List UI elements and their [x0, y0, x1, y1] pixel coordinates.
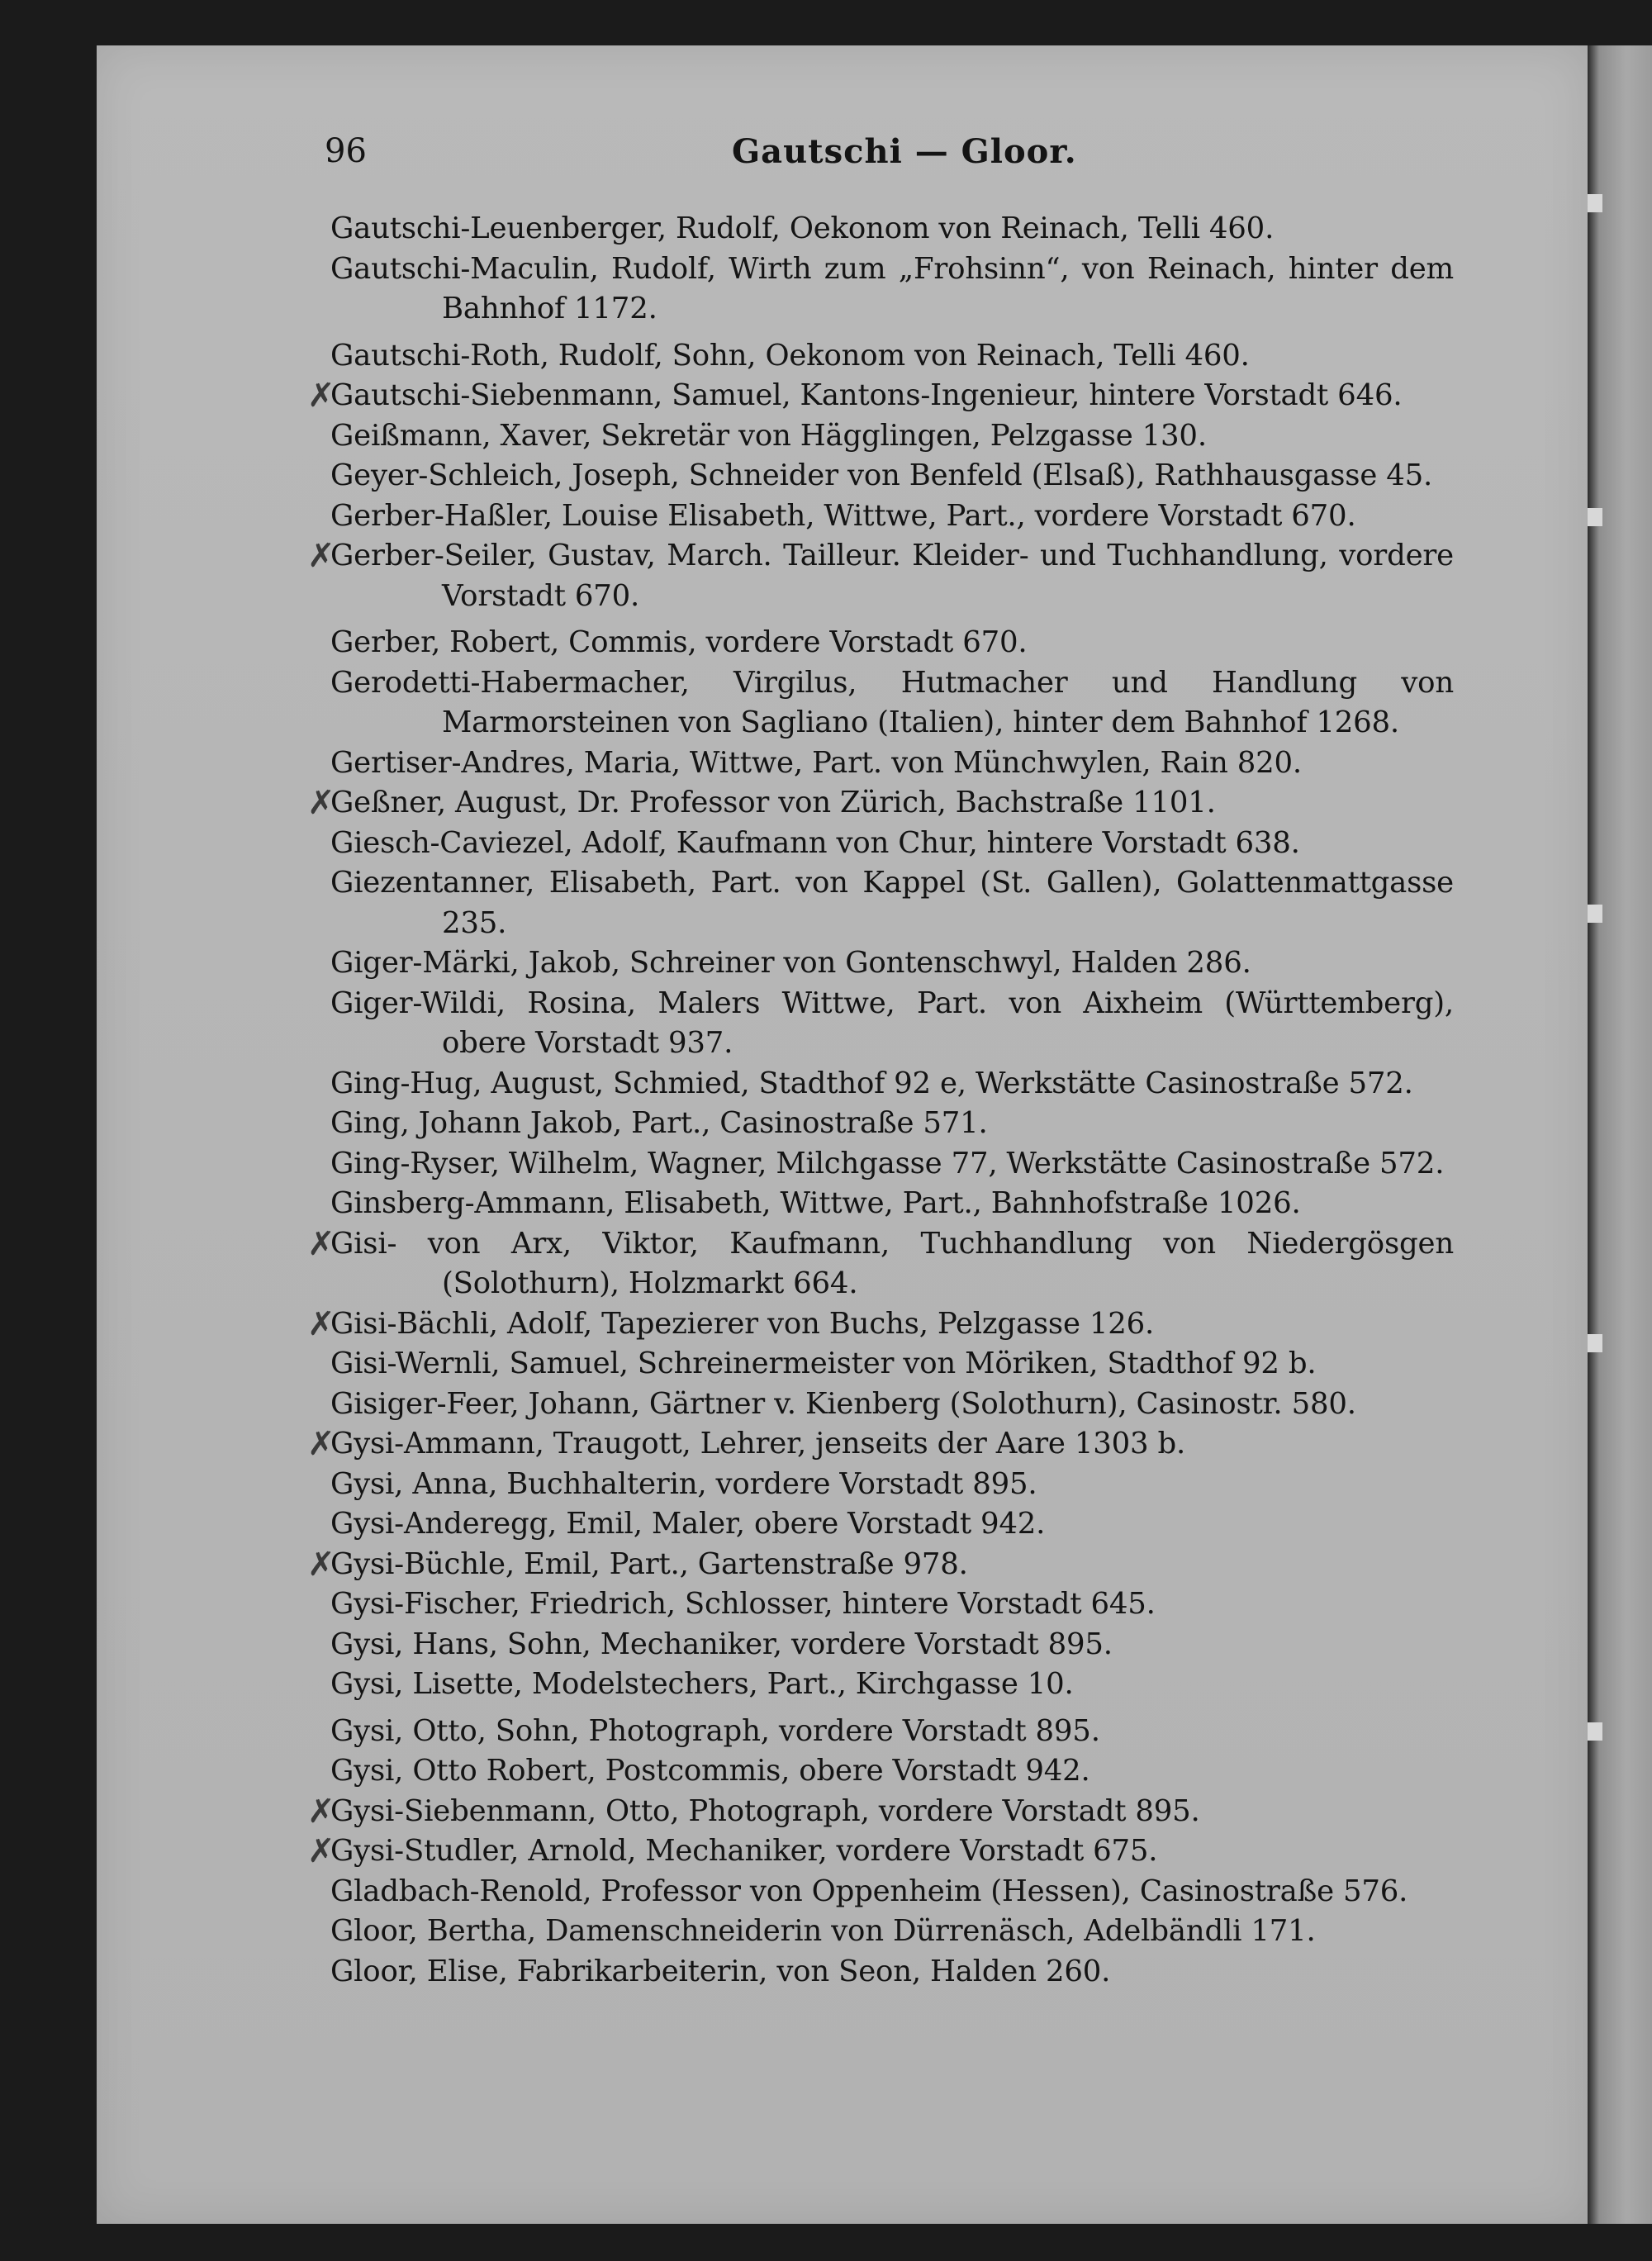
directory-entry	[330, 249, 1454, 330]
entry-text: Gysi-Ammann, Traugott, Lehrer, jenseits der Aare 1303 b.	[330, 1427, 1186, 1461]
binding-tab	[1588, 508, 1602, 526]
entry-text: Gysi-Siebenmann, Otto, Photograph, vordere Vorstadt 895.	[330, 1793, 1200, 1828]
entry-text: Gertiser-Andres, Maria, Wittwe, Part. von Münchwylen, Rain 820.	[330, 745, 1302, 780]
directory-entry	[330, 1465, 1454, 1505]
entry-text: Gerber, Robert, Commis, vordere Vorstadt 670.	[330, 625, 1028, 659]
directory-entry	[330, 623, 1454, 663]
directory-entry	[330, 456, 1454, 496]
entry-text: Giger-Märki, Jakob, Schreiner von Gontenschwyl, Halden 286.	[330, 946, 1251, 980]
entry-text: Gysi-Büchle, Emil, Part., Gartenstraße 978.	[330, 1546, 968, 1581]
handwritten-x-mark: ✗	[307, 1832, 335, 1870]
directory-entry	[330, 1184, 1454, 1224]
entry-text: Gysi-Studler, Arnold, Mechaniker, vordere Vorstadt 675.	[330, 1834, 1158, 1868]
directory-entry	[330, 496, 1454, 537]
directory-entry	[330, 1872, 1454, 1912]
directory-entry	[330, 416, 1454, 457]
entry-text: Giger-Wildi, Rosina, Malers Wittwe, Part. von Aixheim (Württemberg), obere Vorstadt 937.	[330, 986, 1454, 1060]
handwritten-x-mark: ✗	[307, 784, 335, 822]
entry-text: Gisi-Bächli, Adolf, Tapezierer von Buchs, Pelzgasse 126.	[330, 1306, 1155, 1341]
entry-text: Gautschi-Maculin, Rudolf, Wirth zum „Frohsinn“, von Reinach, hinter dem Bahnhof 1172.	[330, 251, 1454, 325]
handwritten-x-mark: ✗	[307, 1304, 335, 1343]
handwritten-x-mark: ✗	[307, 1425, 335, 1463]
entry-text: Gisiger-Feer, Johann, Gärtner v. Kienberg (Solothurn), Casinostr. 580.	[330, 1386, 1356, 1421]
handwritten-x-mark: ✗	[307, 1224, 335, 1263]
directory-entry	[330, 663, 1454, 743]
directory-entry	[307, 1545, 1454, 1585]
entry-text: Gysi-Fischer, Friedrich, Schlosser, hintere Vorstadt 645.	[330, 1587, 1156, 1621]
directory-entry	[307, 783, 1454, 824]
directory-entry	[330, 1625, 1454, 1665]
directory-entry	[330, 1751, 1454, 1792]
binding-tab	[1588, 1334, 1602, 1352]
directory-entry	[307, 1304, 1454, 1345]
entry-text: Gysi, Otto Robert, Postcommis, obere Vorstadt 942.	[330, 1754, 1090, 1788]
directory-entry	[307, 376, 1454, 416]
directory-entry	[330, 1712, 1454, 1752]
entry-text: Ging-Ryser, Wilhelm, Wagner, Milchgasse 77, Werkstätte Casinostraße 572.	[330, 1146, 1445, 1180]
directory-entry	[307, 536, 1454, 616]
directory-entry	[330, 943, 1454, 984]
binding-tab	[1588, 1722, 1602, 1741]
handwritten-x-mark: ✗	[307, 377, 335, 415]
adjacent-page-edge	[1588, 45, 1652, 2224]
entry-text: Gladbach-Renold, Professor von Oppenheim (Hessen), Casinostraße 576.	[330, 1874, 1408, 1908]
directory-entries	[307, 209, 1454, 1992]
directory-entry	[330, 743, 1454, 784]
directory-entry	[330, 824, 1454, 864]
directory-entry	[330, 1584, 1454, 1625]
directory-entry	[330, 1344, 1454, 1385]
entry-text: Ging-Hug, August, Schmied, Stadthof 92 e, Werkstätte Casinostraße 572.	[330, 1066, 1413, 1100]
directory-entry	[330, 863, 1454, 943]
binding-tab	[1588, 194, 1602, 212]
directory-entry	[330, 1504, 1454, 1545]
directory-entry	[330, 984, 1454, 1064]
directory-entry	[330, 1912, 1454, 1952]
handwritten-x-mark: ✗	[307, 1792, 335, 1831]
entry-text: Gysi-Anderegg, Emil, Maler, obere Vorstadt 942.	[330, 1507, 1046, 1541]
entry-text: Geyer-Schleich, Joseph, Schneider von Benfeld (Elsaß), Rathhausgasse 45.	[330, 458, 1433, 492]
entry-text: Ginsberg-Ammann, Elisabeth, Wittwe, Part., Bahnhofstraße 1026.	[330, 1186, 1301, 1220]
directory-entry	[307, 1224, 1454, 1304]
entry-text: Giesch-Caviezel, Adolf, Kaufmann von Chur, hintere Vorstadt 638.	[330, 825, 1300, 860]
running-title: Gautschi — Gloor.	[732, 132, 1077, 171]
directory-entry	[307, 1792, 1454, 1832]
entry-text: Gerber-Haßler, Louise Elisabeth, Wittwe, Part., vordere Vorstadt 670.	[330, 498, 1356, 533]
entry-text: Geißmann, Xaver, Sekretär von Hägglingen, Pelzgasse 130.	[330, 418, 1207, 453]
running-head	[325, 132, 1452, 182]
page-number: 96	[325, 132, 367, 170]
entry-text: Ging, Johann Jakob, Part., Casinostraße 571.	[330, 1106, 988, 1140]
entry-text: Gysi, Hans, Sohn, Mechaniker, vordere Vorstadt 895.	[330, 1627, 1113, 1661]
directory-entry	[330, 336, 1454, 377]
directory-entry	[307, 1831, 1454, 1872]
entry-text: Gerodetti-Habermacher, Virgilus, Hutmacher und Handlung von Marmorsteinen von Sagliano (Italien), hinter dem Bahnhof 1268.	[330, 665, 1454, 739]
directory-entry	[330, 1385, 1454, 1425]
entry-text: Gerber-Seiler, Gustav, March. Tailleur. Kleider- und Tuchhandlung, vordere Vorstadt 670.	[330, 539, 1454, 613]
directory-entry	[307, 1424, 1454, 1465]
entry-text: Gloor, Bertha, Damenschneiderin von Dürrenäsch, Adelbändli 171.	[330, 1914, 1316, 1948]
directory-entry	[330, 1952, 1454, 1993]
entry-text: Gysi, Lisette, Modelstechers, Part., Kirchgasse 10.	[330, 1667, 1074, 1701]
entry-text: Geßner, August, Dr. Professor von Zürich, Bachstraße 1101.	[330, 786, 1216, 819]
entry-text: Gautschi-Leuenberger, Rudolf, Oekonom von Reinach, Telli 460.	[330, 211, 1275, 245]
directory-entry	[330, 1665, 1454, 1705]
entry-text: Gysi, Otto, Sohn, Photograph, vordere Vorstadt 895.	[330, 1713, 1100, 1748]
directory-entry	[330, 209, 1454, 249]
directory-entry	[330, 1104, 1454, 1144]
handwritten-x-mark: ✗	[307, 1545, 335, 1584]
entry-text: Gysi, Anna, Buchhalterin, vordere Vorstadt 895.	[330, 1466, 1037, 1501]
directory-entry	[330, 1144, 1454, 1185]
entry-text: Gisi- von Arx, Viktor, Kaufmann, Tuchhandlung von Niedergösgen (Solothurn), Holzmarkt 664.	[330, 1226, 1454, 1300]
binding-tab	[1588, 905, 1602, 923]
entry-text: Giezentanner, Elisabeth, Part. von Kappel (St. Gallen), Golattenmattgasse 235.	[330, 866, 1454, 940]
entry-text: Gautschi-Siebenmann, Samuel, Kantons-Ingenieur, hintere Vorstadt 646.	[330, 378, 1403, 412]
entry-text: Gautschi-Roth, Rudolf, Sohn, Oekonom von Reinach, Telli 460.	[330, 338, 1250, 373]
directory-entry	[330, 1064, 1454, 1104]
entry-text: Gloor, Elise, Fabrikarbeiterin, von Seon, Halden 260.	[330, 1954, 1111, 1988]
entry-text: Gisi-Wernli, Samuel, Schreinermeister von Möriken, Stadthof 92 b.	[330, 1347, 1317, 1380]
handwritten-x-mark: ✗	[307, 537, 335, 575]
